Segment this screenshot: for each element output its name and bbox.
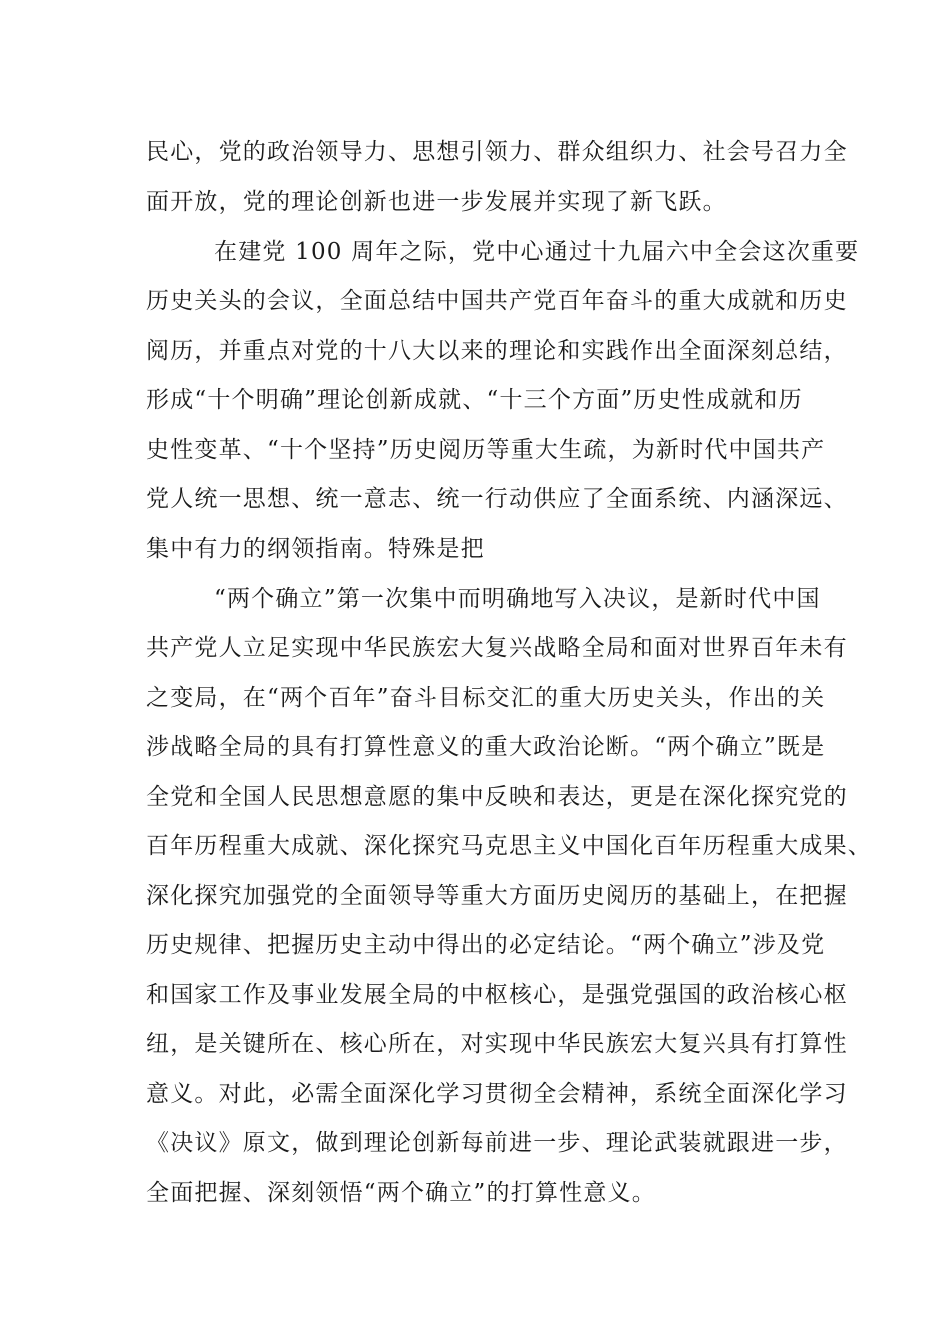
text-line: 深化探究加强党的全面领导等重大方面历史阅历的基础上，在把握 (146, 883, 848, 909)
text-line: 面开放，党的理论创新也进一步发展并实现了新飞跃。 (146, 189, 727, 215)
paragraph-first-line: “两个确立”第一次集中而明确地写入决议，是新时代中国 (214, 586, 821, 612)
text-line: 之变局，在“两个百年”奋斗目标交汇的重大历史关头，作出的关 (146, 685, 826, 711)
text-line: 历史规律、把握历史主动中得出的必定结论。“两个确立”涉及党 (146, 932, 826, 958)
text-line: 纽，是关键所在、核心所在，对实现中华民族宏大复兴具有打算性 (146, 1031, 848, 1057)
text-line: 百年历程重大成就、深化探究马克思主义中国化百年历程重大成果、 (146, 833, 872, 859)
text-line: 涉战略全局的具有打算性意义的重大政治论断。“两个确立”既是 (146, 734, 826, 760)
text-line: 民心，党的政治领导力、思想引领力、群众组织力、社会号召力全 (146, 139, 848, 165)
text-line: 《决议》原文，做到理论创新每前进一步、理论武装就跟进一步， (146, 1130, 848, 1156)
text-line: 全面把握、深刻领悟“两个确立”的打算性意义。 (146, 1180, 656, 1206)
text-line: 党人统一思想、统一意志、统一行动供应了全面系统、内涵深远、 (146, 486, 848, 512)
paragraph-first-line: 在建党 100 周年之际，党中心通过十九届六中全会这次重要 (214, 239, 860, 265)
text-line: 阅历，并重点对党的十八大以来的理论和实践作出全面深刻总结， (146, 338, 848, 364)
text-line: 意义。对此，必需全面深化学习贯彻全会精神，系统全面深化学习 (146, 1081, 848, 1107)
text-line: 历史关头的会议，全面总结中国共产党百年奋斗的重大成就和历史 (146, 288, 848, 314)
text-line: 和国家工作及事业发展全局的中枢核心，是强党强国的政治核心枢 (146, 982, 848, 1008)
text-line: 史性变革、“十个坚持”历史阅历等重大生疏，为新时代中国共产 (146, 437, 826, 463)
text-line: 形成“十个明确”理论创新成就、“十三个方面”历史性成就和历 (146, 387, 803, 413)
text-line: 共产党人立足实现中华民族宏大复兴战略全局和面对世界百年未有 (146, 635, 848, 661)
text-line: 集中有力的纲领指南。特殊是把 (146, 536, 485, 562)
text-line: 全党和全国人民思想意愿的集中反映和表达，更是在深化探究党的 (146, 784, 848, 810)
